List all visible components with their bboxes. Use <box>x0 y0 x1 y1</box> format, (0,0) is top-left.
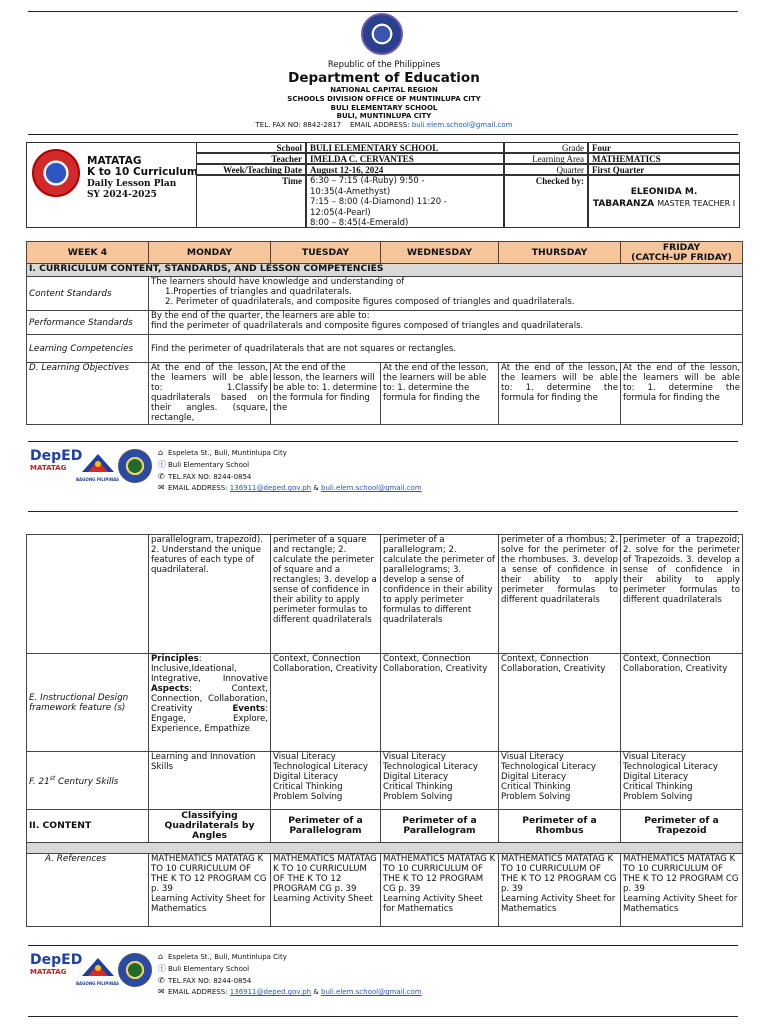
ref-text: MATHEMATICS MATATAG K TO 10 CURRICULUM OF THE K TO 12 PROGRAM CG p. 39 <box>501 854 617 894</box>
cs-line: The learners should have knowledge and understanding of <box>151 277 405 287</box>
ref-sheet: Learning Activity Sheet for Mathematics <box>623 894 738 914</box>
skills-wednesday <box>381 752 499 810</box>
skill-item: Technological Literacy <box>623 762 718 772</box>
objectives-cont-monday: parallelogram, trapezoid). 2. Understand the unique features of each type of quadrilateral. <box>149 535 271 654</box>
checker-surname: TABARANZA <box>592 199 655 209</box>
email-label: EMAIL ADDRESS: <box>350 121 410 129</box>
teacher-value: IMELDA C. CERVANTES <box>306 153 504 164</box>
area-value: MATHEMATICS <box>588 153 740 164</box>
skill-item: Visual Literacy <box>273 752 336 762</box>
time-line: 12:05(4-Pearl) <box>310 207 371 218</box>
events-text: : Engage, Explore, Experience, Empathize <box>151 704 268 734</box>
aspects-label: Aspects <box>151 684 190 694</box>
footer-tel: TEL.FAX NO: 8244-0854 <box>168 473 252 481</box>
skills-row <box>27 752 743 810</box>
objectives-cont-wednesday: perimeter of a parallelogram; 2. calculate the perimeter of parallelograms; 3. develop a sense of confidence in their ability to apply perimeter formulas to different quadrilaterals <box>381 535 499 654</box>
design-thursday: Context, Connection Collaboration, Creativity <box>499 654 621 752</box>
skill-item: Digital Literacy <box>273 772 339 782</box>
objectives-cont-row <box>27 535 743 654</box>
footer-address-line <box>158 448 422 457</box>
school-label: School <box>196 142 306 153</box>
skills-label: F. 21st Century Skills <box>27 752 149 810</box>
area-label: Learning Area <box>504 153 588 164</box>
lesson-table-bottom <box>26 534 743 927</box>
skill-item: Problem Solving <box>623 792 693 802</box>
spacer-row <box>27 843 743 854</box>
objectives-monday: At the end of the lesson, the learners will be able to: 1.Classify quadrilaterals based on their angles. (square, rectangle, <box>149 363 271 425</box>
time-label: Time <box>196 175 306 228</box>
footer-tel-line <box>158 976 422 985</box>
letterhead-rule <box>28 134 738 135</box>
date-label: Week/Teaching Date <box>196 164 306 175</box>
ref-sheet: Learning Activity Sheet for Mathematics <box>501 894 616 914</box>
footer-email-gmail[interactable]: buli.elem.school@gmail.com <box>321 988 422 996</box>
bagong-label: BAGONG PILIPINAS <box>76 477 120 482</box>
footer-rule <box>28 441 738 442</box>
footer-deped-logo <box>30 448 82 472</box>
footer-email-line <box>158 987 422 996</box>
principles-label: Principles <box>151 654 199 664</box>
school-seal-icon <box>118 449 152 483</box>
time-line: 10:35(4-Amethyst) <box>310 186 391 197</box>
references-row <box>27 854 743 927</box>
content-thursday: Perimeter of a Rhombus <box>499 810 621 843</box>
tel-text: TEL. FAX NO: 8842-2817 <box>255 121 342 129</box>
division-line: SCHOOLS DIVISION OFFICE OF MUNTINLUPA CITY <box>287 95 481 103</box>
skill-item: Critical Thinking <box>623 782 693 792</box>
footer-email-deped[interactable]: 136911@deped.gov.ph <box>229 484 312 492</box>
contact-line <box>0 121 768 129</box>
bagong-pilipinas-icon <box>80 954 116 984</box>
friday-header <box>621 242 743 264</box>
content-tuesday: Perimeter of a Parallelogram <box>271 810 381 843</box>
footer-address: Espeleta St., Buli, Muntinlupa City <box>168 953 287 961</box>
design-monday <box>149 654 271 752</box>
skill-item: Visual Literacy <box>501 752 564 762</box>
content-friday: Perimeter of a Trapezoid <box>621 810 743 843</box>
checker-name: ELEONIDA M. <box>630 187 698 197</box>
checked-label: Checked by: <box>504 175 588 228</box>
learning-competencies-text: Find the perimeter of quadrilaterals that are not squares or rectangles. <box>149 335 743 363</box>
school-seal-icon <box>118 953 152 987</box>
footer-rule <box>28 945 738 946</box>
tuesday-header: TUESDAY <box>271 242 381 264</box>
ref-text: MATHEMATICS MATATAG K TO 10 CURRICULUM OF THE K TO 12 PROGRAM CG p. 39 <box>273 854 377 894</box>
email-link[interactable]: buli.elem.school@gmail.com <box>411 121 513 129</box>
cs-line: 2. Perimeter of quadrilaterals, and composite figures composed of triangles and quadrilaterals. <box>165 297 575 307</box>
references-wednesday <box>381 854 499 927</box>
objectives-friday: At the end of the lesson, the learners will be able to: 1. determine the formula for finding the <box>621 363 743 425</box>
design-wednesday: Context, Connection Collaboration, Creativity <box>381 654 499 752</box>
skill-item: Technological Literacy <box>273 762 368 772</box>
footer-email-deped[interactable]: 136911@deped.gov.ph <box>229 988 312 996</box>
school-value: BULI ELEMENTARY SCHOOL <box>306 142 504 153</box>
content-standards-row <box>27 277 743 311</box>
checked-by <box>588 175 740 228</box>
design-tuesday: Context, Connection Collaboration, Creativity <box>271 654 381 752</box>
skill-item: Critical Thinking <box>501 782 571 792</box>
footer-address: Espeleta St., Buli, Muntinlupa City <box>168 449 287 457</box>
deped-wordmark: DepED <box>30 448 83 464</box>
deped-wordmark: DepED <box>30 952 83 968</box>
monday-header: MONDAY <box>149 242 271 264</box>
skill-item: Visual Literacy <box>383 752 446 762</box>
school-year: SY 2024-2025 <box>87 190 157 200</box>
facebook-icon: ⓕ <box>158 460 166 469</box>
bagong-pilipinas-icon <box>80 450 116 480</box>
republic-line: Republic of the Philippines <box>327 60 441 70</box>
curriculum-title: K to 10 Curriculum <box>87 166 198 178</box>
ref-text: MATHEMATICS MATATAG K TO 10 CURRICULUM OF THE K TO 12 PROGRAM CG p. 39 <box>623 854 739 894</box>
learning-competencies-row <box>27 335 743 363</box>
references-thursday <box>499 854 621 927</box>
ref-sheet: Learning Activity Sheet <box>273 894 373 904</box>
skill-item: Visual Literacy <box>623 752 686 762</box>
top-rule <box>28 11 738 12</box>
skills-tuesday <box>271 752 381 810</box>
objectives-tuesday: At the end of the lesson, the learners will be able to: 1. determine the formula for finding the <box>271 363 381 425</box>
page-break-rule <box>28 511 738 512</box>
dlp-title: Daily Lesson Plan <box>87 179 177 189</box>
skill-item: Technological Literacy <box>383 762 478 772</box>
references-monday <box>149 854 271 927</box>
ref-sheet: Learning Activity Sheet for Mathematics <box>383 894 483 914</box>
footer-contact <box>158 952 422 996</box>
skill-item: Problem Solving <box>273 792 343 802</box>
footer-school: Buli Elementary School <box>168 461 250 469</box>
footer-school-line <box>158 459 422 470</box>
objectives-label: D. Learning Objectives <box>27 363 149 425</box>
matatag-wordmark: MATATAG <box>30 968 67 976</box>
principles-text: : Inclusive,Ideational, Integrative, Innovative <box>151 654 268 684</box>
footer-deped-logo <box>30 952 82 976</box>
school-line: BULI ELEMENTARY SCHOOL <box>330 104 438 112</box>
references-label: A. References <box>27 854 149 927</box>
content-label: II. CONTENT <box>27 810 149 843</box>
section-row <box>27 264 743 277</box>
objectives-cont-tuesday: perimeter of a square and rectangle; 2. calculate the perimeter of square and a rectangles; 3. develop a sense of confidence in their ability to apply perimeter formulas to different quadrilaterals <box>271 535 381 654</box>
quarter-value: First Quarter <box>588 164 740 175</box>
performance-standards-row <box>27 311 743 335</box>
bagong-label: BAGONG PILIPINAS <box>76 981 120 986</box>
content-row <box>27 810 743 843</box>
mail-icon: ✉ <box>158 483 165 492</box>
skills-monday: Learning and Innovation Skills <box>149 752 271 810</box>
friday-label: FRIDAY <box>662 241 701 253</box>
ref-text: MATHEMATICS MATATAG K TO 10 CURRICULUM OF THE K TO 12 PROGRAM CG p. 39 <box>383 854 496 894</box>
objectives-row <box>27 363 743 425</box>
footer-email-label: EMAIL ADDRESS: <box>168 484 228 492</box>
skills-thursday <box>499 752 621 810</box>
learning-competencies-label: Learning Competencies <box>27 335 149 363</box>
content-standards-text <box>149 277 743 311</box>
objectives-wednesday: At the end of the lesson, the learners will be able to: 1. determine the formula for finding the <box>381 363 499 425</box>
phone-icon: ✆ <box>158 472 165 481</box>
day-header-row <box>27 242 743 264</box>
references-friday <box>621 854 743 927</box>
skill-item: Problem Solving <box>501 792 571 802</box>
objectives-thursday: At the end of the lesson, the learners will be able to: 1. determine the formula for finding the <box>499 363 621 425</box>
content-standards-label: Content Standards <box>27 277 149 311</box>
design-label: E. Instructional Design framework feature (s) <box>27 654 149 752</box>
ref-text: MATHEMATICS MATATAG K TO 10 CURRICULUM OF THE K TO 12 PROGRAM CG p. 39 <box>151 854 267 894</box>
skill-item: Digital Literacy <box>383 772 449 782</box>
objectives-cont-thursday: perimeter of a rhombus; 2. solve for the perimeter of the rhombuses. 3. develop a sense of confidence in their ability to apply perimeter formulas to different quadrilaterals <box>499 535 621 654</box>
skills-friday <box>621 752 743 810</box>
time-line: 6:30 – 7:15 (4-Ruby) 9:50 - <box>310 176 425 186</box>
cs-line: 1.Properties of triangles and quadrilaterals. <box>165 287 352 297</box>
footer-tel: TEL.FAX NO: 8244-0854 <box>168 977 252 985</box>
design-row <box>27 654 743 752</box>
footer-contact <box>158 448 422 492</box>
footer-tel-line <box>158 472 422 481</box>
skill-item: Critical Thinking <box>383 782 453 792</box>
city-line: BULI, MUNTINLUPA CITY <box>336 112 432 120</box>
footer-email-label: EMAIL ADDRESS: <box>168 988 228 996</box>
date-value: August 12-16, 2024 <box>306 164 504 175</box>
section-curriculum: I. CURRICULUM CONTENT, STANDARDS, AND LESSON COMPETENCIES <box>27 264 743 277</box>
phone-icon: ✆ <box>158 976 165 985</box>
spacer-cell <box>27 843 743 854</box>
location-icon: ⌂ <box>158 952 164 961</box>
lesson-table-top <box>26 241 743 425</box>
deped-seal-icon <box>361 13 403 55</box>
content-monday: Classifying Quadrilaterals by Angles <box>149 810 271 843</box>
time-line: 8:00 – 8:45(4-Emerald) <box>310 218 409 228</box>
region-line: NATIONAL CAPITAL REGION <box>330 86 438 94</box>
ref-sheet: Learning Activity Sheet for Mathematics <box>151 894 266 914</box>
matatag-title: MATATAG <box>87 155 142 167</box>
department-title: Department of Education <box>288 70 480 86</box>
location-icon: ⌂ <box>158 448 164 457</box>
objectives-cont-friday: perimeter of a trapezoid; 2. solve for the perimeter of Trapezoids. 3. develop a sense of confidence in their ability to apply perimeter formulas to different quadrilaterals <box>621 535 743 654</box>
skill-item: Digital Literacy <box>501 772 567 782</box>
footer-amp: & <box>313 988 319 996</box>
performance-standards-text <box>149 311 743 335</box>
matatag-wordmark: MATATAG <box>30 464 67 472</box>
skill-item: Critical Thinking <box>273 782 343 792</box>
footer-school-line <box>158 963 422 974</box>
footer-email-gmail[interactable]: buli.elem.school@gmail.com <box>321 484 422 492</box>
thursday-header: THURSDAY <box>499 242 621 264</box>
skill-item: Technological Literacy <box>501 762 596 772</box>
aspects-text: : Context, Connection, Collaboration, Creativity <box>151 684 268 714</box>
footer-address-line <box>158 952 422 961</box>
skill-item: Digital Literacy <box>623 772 689 782</box>
events-label: Events <box>232 704 266 714</box>
facebook-icon: ⓕ <box>158 964 166 973</box>
ps-line: find the perimeter of quadrilaterals and composite figures composed of triangles and quadrilaterals. <box>151 321 584 331</box>
quarter-label: Quarter <box>504 164 588 175</box>
wednesday-header: WEDNESDAY <box>381 242 499 264</box>
footer-email-line <box>158 483 422 492</box>
objectives-cont-label <box>27 535 149 654</box>
footer-school: Buli Elementary School <box>168 965 250 973</box>
checker-name-line2 <box>592 198 736 210</box>
performance-standards-label: Performance Standards <box>27 311 149 335</box>
time-schedule <box>306 175 504 228</box>
mail-icon: ✉ <box>158 987 165 996</box>
bottom-rule <box>28 1016 738 1017</box>
content-wednesday: Perimeter of a Parallelogram <box>381 810 499 843</box>
grade-label: Grade <box>504 142 588 153</box>
matatag-logo-icon <box>32 149 80 197</box>
teacher-label: Teacher <box>196 153 306 164</box>
catch-up-label: (CATCH-UP FRIDAY) <box>631 251 732 263</box>
design-friday: Context, Connection Collaboration, Creativity <box>621 654 743 752</box>
skill-item: Problem Solving <box>383 792 453 802</box>
checker-title: MASTER TEACHER I <box>657 199 736 208</box>
footer-amp: & <box>313 484 319 492</box>
grade-value: Four <box>588 142 740 153</box>
time-line: 7:15 – 8:00 (4-Diamond) 11:20 - <box>310 197 447 207</box>
ps-line: By the end of the quarter, the learners are able to: <box>151 311 370 321</box>
references-tuesday <box>271 854 381 927</box>
week-header: WEEK 4 <box>27 242 149 264</box>
